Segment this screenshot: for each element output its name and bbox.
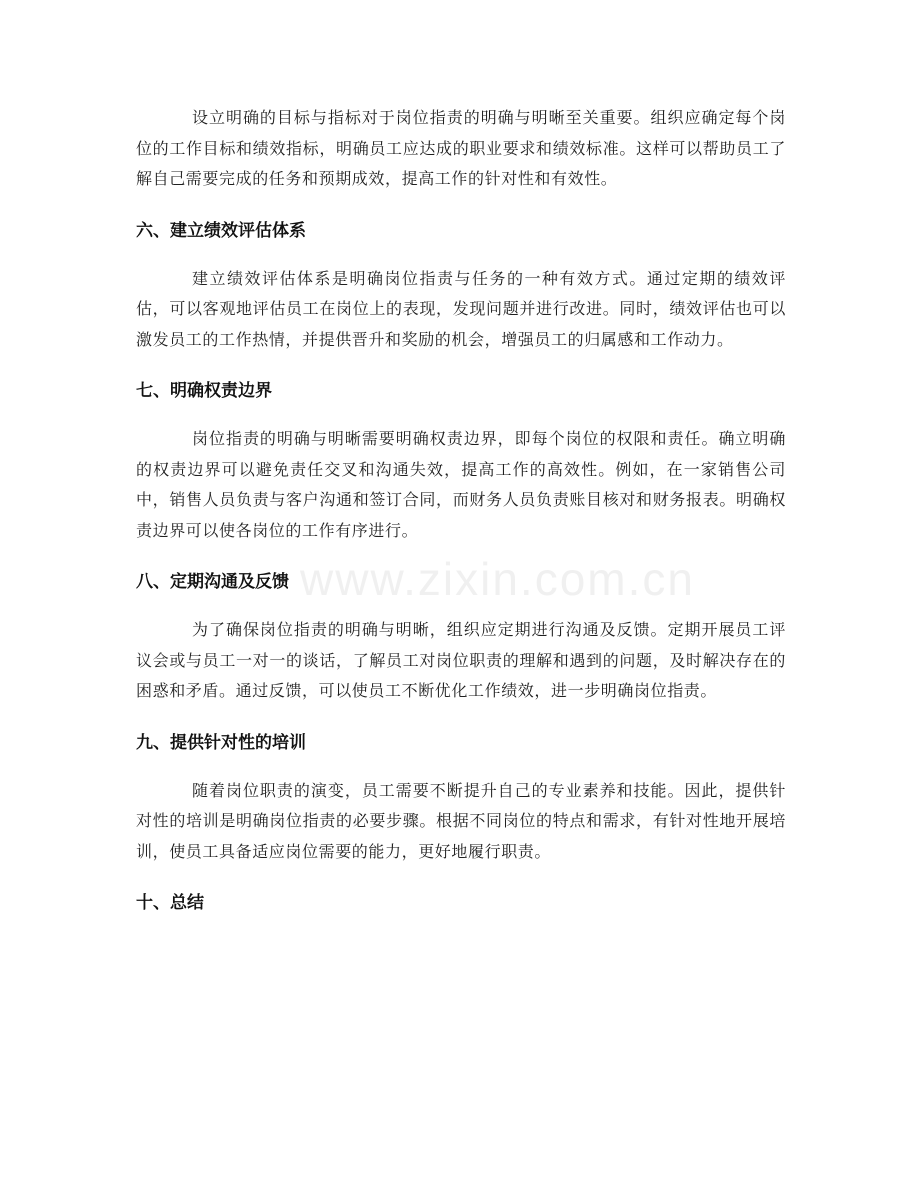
section-heading-10: 十、总结	[136, 893, 204, 913]
section-paragraph-6: 建立绩效评估体系是明确岗位指责与任务的一种有效方式。通过定期的绩效评估，可以客观地评估员工在岗位上的表现，发现问题并进行改进。同时，绩效评估也可以激发员工的工作热情，并提供晋升和奖励的机会，增强员工的归属感和工作动力。	[136, 268, 786, 349]
watermark: www.zixin.com.cn	[300, 553, 695, 605]
section-heading-6: 六、建立绩效评估体系	[136, 220, 306, 241]
section-heading-8: 八、定期沟通及反馈	[136, 572, 289, 592]
section-heading-7: 七、明确权责边界	[136, 381, 272, 401]
section-paragraph-9: 随着岗位职责的演变，员工需要不断提升自己的专业素养和技能。因此，提供针对性的培训是明确岗位指责的必要步骤。根据不同岗位的特点和需求，有针对性地开展培训，使员工具备适应岗位需要的能力，更好地履行职责。	[136, 780, 786, 861]
section-paragraph-8: 为了确保岗位指责的明确与明晰，组织应定期进行沟通及反馈。定期开展员工评议会或与员工一对一的谈话，了解员工对岗位职责的理解和遇到的问题，及时解决存在的困惑和矛盾。通过反馈，可以使员工不断优化工作绩效，进一步明确岗位指责。	[136, 620, 786, 700]
intro-paragraph: 设立明确的目标与指标对于岗位指责的明确与明晰至关重要。组织应确定每个岗位的工作目标和绩效指标，明确员工应达成的职业要求和绩效标准。这样可以帮助员工了解自己需要完成的任务和预期成效，提高工作的针对性和有效性。	[136, 108, 786, 188]
document-body	[136, 103, 786, 918]
section-paragraph-7: 岗位指责的明确与明晰需要明确权责边界，即每个岗位的权限和责任。确立明确的权责边界可以避免责任交叉和沟通失效，提高工作的高效性。例如，在一家销售公司中，销售人员负责与客户沟通和签订合同，而财务人员负责账目核对和财务报表。明确权责边界可以使各岗位的工作有序进行。	[136, 429, 786, 540]
section-heading-9: 九、提供针对性的培训	[136, 732, 306, 753]
